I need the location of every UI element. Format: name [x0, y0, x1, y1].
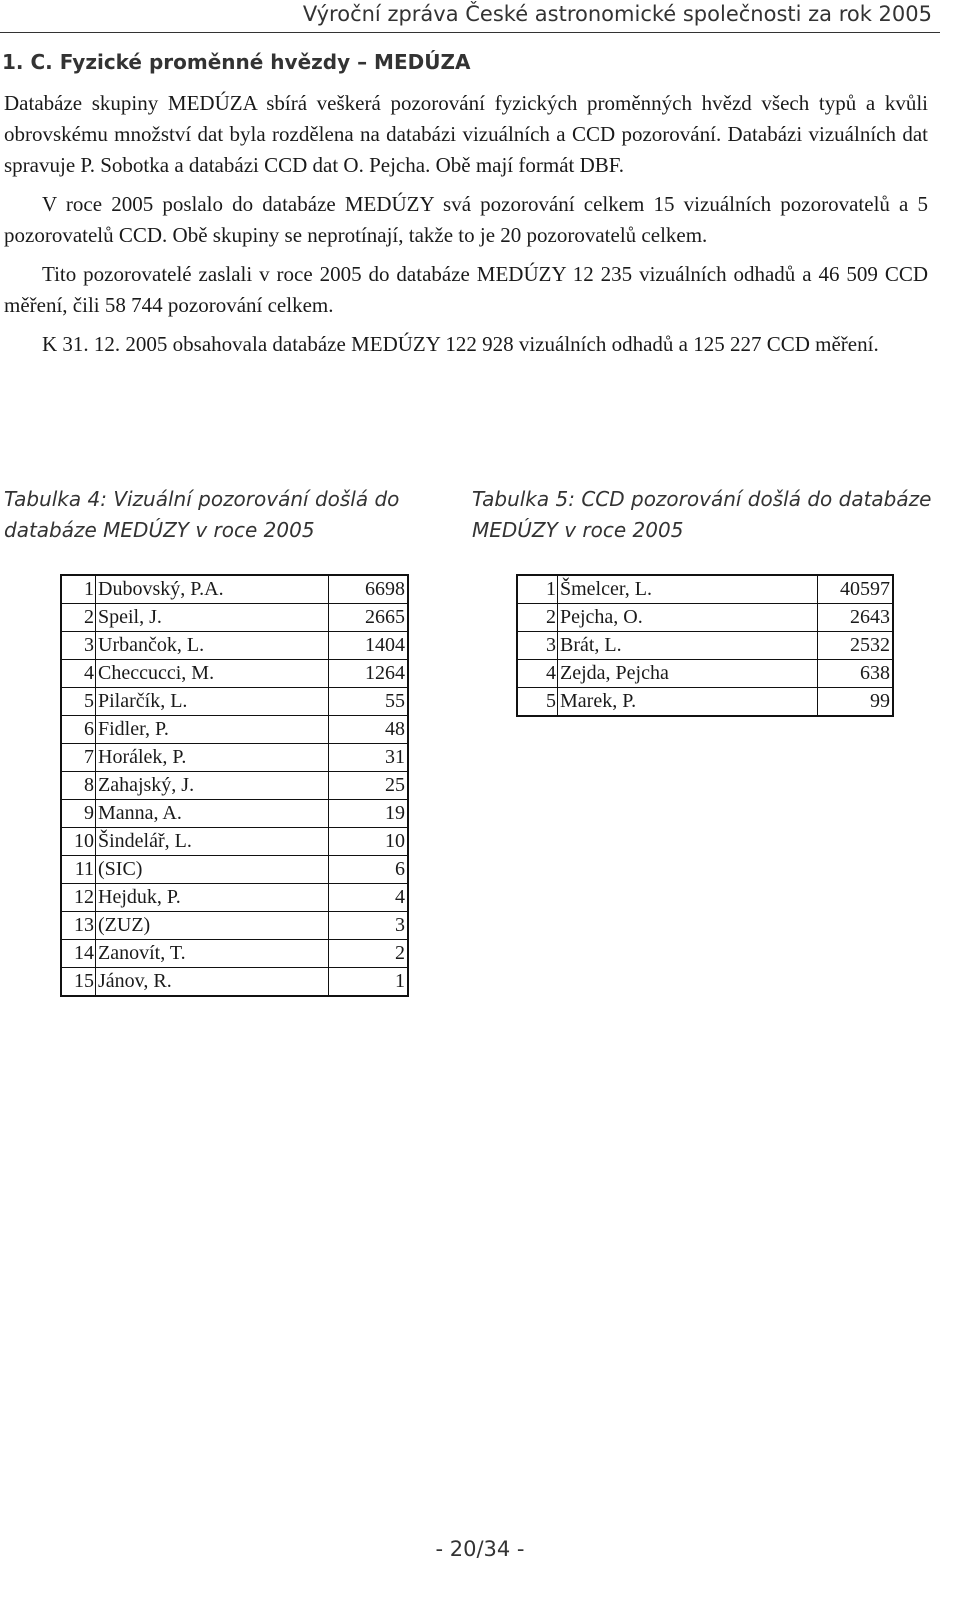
observation-count-cell: 55 — [329, 688, 409, 716]
observer-name-cell: (ZUZ) — [96, 912, 329, 940]
observation-count-cell: 638 — [818, 660, 894, 688]
table-row — [61, 660, 408, 688]
rank-cell: 7 — [61, 744, 96, 772]
observation-count-cell: 2665 — [329, 604, 409, 632]
observation-count-cell: 1264 — [329, 660, 409, 688]
observer-name-cell: Šindelář, L. — [96, 828, 329, 856]
rank-cell: 6 — [61, 716, 96, 744]
table-row — [517, 660, 893, 688]
observation-count-cell: 48 — [329, 716, 409, 744]
visual-table-body — [61, 575, 408, 996]
ccd-observations-table — [516, 574, 894, 717]
observation-count-cell: 1 — [329, 968, 409, 997]
observation-count-cell: 10 — [329, 828, 409, 856]
observer-name-cell: Jánov, R. — [96, 968, 329, 997]
observer-name-cell: Brát, L. — [558, 632, 818, 660]
rank-cell: 1 — [61, 575, 96, 604]
table-row — [61, 884, 408, 912]
rank-cell: 5 — [517, 688, 558, 717]
observer-name-cell: Dubovský, P.A. — [96, 575, 329, 604]
table-row — [517, 688, 893, 717]
rank-cell: 15 — [61, 968, 96, 997]
paragraph: Databáze skupiny MEDÚZA sbírá veškerá pozorování fyzických proměnných hvězd všech typů a kvůli obrovskému množství dat byla rozdělena na databázi vizuálních a CCD pozorování. Databázi vizuálních dat spravuje P. Sobotka a databázi CCD dat O. Pejcha. Obě mají formát DBF. — [4, 91, 928, 177]
observation-count-cell: 19 — [329, 800, 409, 828]
rank-cell: 4 — [517, 660, 558, 688]
observation-count-cell: 40597 — [818, 575, 894, 604]
table-row — [61, 800, 408, 828]
section-heading: 1. C. Fyzické proměnné hvězdy – MEDÚZA — [2, 50, 471, 74]
observation-count-cell: 6698 — [329, 575, 409, 604]
table-row — [61, 772, 408, 800]
table-row — [61, 604, 408, 632]
observation-count-cell: 4 — [329, 884, 409, 912]
observation-count-cell: 1404 — [329, 632, 409, 660]
table-row — [61, 632, 408, 660]
observation-count-cell: 31 — [329, 744, 409, 772]
rank-cell: 10 — [61, 828, 96, 856]
rank-cell: 9 — [61, 800, 96, 828]
observer-name-cell: Marek, P. — [558, 688, 818, 717]
observer-name-cell: Manna, A. — [96, 800, 329, 828]
observation-count-cell: 2532 — [818, 632, 894, 660]
observer-name-cell: Pilarčík, L. — [96, 688, 329, 716]
observation-count-cell: 2 — [329, 940, 409, 968]
table-row — [517, 575, 893, 604]
header-divider — [0, 32, 940, 33]
observer-name-cell: Fidler, P. — [96, 716, 329, 744]
body-text — [4, 88, 928, 368]
ccd-table-body — [517, 575, 893, 716]
paragraph: K 31. 12. 2005 obsahovala databáze MEDÚZY 122 928 vizuálních odhadů a 125 227 CCD měření. — [42, 332, 879, 356]
table-visual-caption: Tabulka 4: Vizuální pozorování došlá do databáze MEDÚZY v roce 2005 — [4, 487, 400, 542]
observation-count-cell: 6 — [329, 856, 409, 884]
rank-cell: 14 — [61, 940, 96, 968]
table-row — [517, 632, 893, 660]
paragraph: V roce 2005 poslalo do databáze MEDÚZY svá pozorování celkem 15 vizuálních pozorovatelů a 5 pozorovatelů CCD. Obě skupiny se neprotínají, takže to je 20 pozorovatelů celkem. — [4, 192, 928, 247]
observer-name-cell: Speil, J. — [96, 604, 329, 632]
observer-name-cell: (SIC) — [96, 856, 329, 884]
observation-count-cell: 3 — [329, 912, 409, 940]
table-row — [61, 688, 408, 716]
rank-cell: 2 — [61, 604, 96, 632]
table-row — [61, 716, 408, 744]
observation-count-cell: 2643 — [818, 604, 894, 632]
table-row — [61, 744, 408, 772]
rank-cell: 12 — [61, 884, 96, 912]
observation-count-cell: 25 — [329, 772, 409, 800]
observer-name-cell: Urbančok, L. — [96, 632, 329, 660]
observer-name-cell: Hejduk, P. — [96, 884, 329, 912]
rank-cell: 13 — [61, 912, 96, 940]
rank-cell: 1 — [517, 575, 558, 604]
rank-cell: 3 — [61, 632, 96, 660]
rank-cell: 11 — [61, 856, 96, 884]
rank-cell: 5 — [61, 688, 96, 716]
observer-name-cell: Zanovít, T. — [96, 940, 329, 968]
observer-name-cell: Šmelcer, L. — [558, 575, 818, 604]
table-row — [61, 968, 408, 997]
rank-cell: 2 — [517, 604, 558, 632]
observation-count-cell: 99 — [818, 688, 894, 717]
paragraph: Tito pozorovatelé zaslali v roce 2005 do databáze MEDÚZY 12 235 vizuálních odhadů a 46 509 CCD měření, čili 58 744 pozorování celkem. — [4, 262, 928, 317]
observer-name-cell: Zejda, Pejcha — [558, 660, 818, 688]
observer-name-cell: Horálek, P. — [96, 744, 329, 772]
rank-cell: 3 — [517, 632, 558, 660]
table-row — [61, 575, 408, 604]
table-row — [61, 856, 408, 884]
observer-name-cell: Checcucci, M. — [96, 660, 329, 688]
visual-observations-table — [60, 574, 409, 997]
table-row — [517, 604, 893, 632]
observer-name-cell: Pejcha, O. — [558, 604, 818, 632]
observer-name-cell: Zahajský, J. — [96, 772, 329, 800]
report-title: Výroční zpráva České astronomické společnosti za rok 2005 — [302, 2, 932, 26]
table-row — [61, 912, 408, 940]
rank-cell: 4 — [61, 660, 96, 688]
table-row — [61, 828, 408, 856]
page-number: - 20/34 - — [435, 1537, 525, 1561]
rank-cell: 8 — [61, 772, 96, 800]
table-ccd-caption: Tabulka 5: CCD pozorování došlá do databáze MEDÚZY v roce 2005 — [472, 487, 932, 542]
table-row — [61, 940, 408, 968]
